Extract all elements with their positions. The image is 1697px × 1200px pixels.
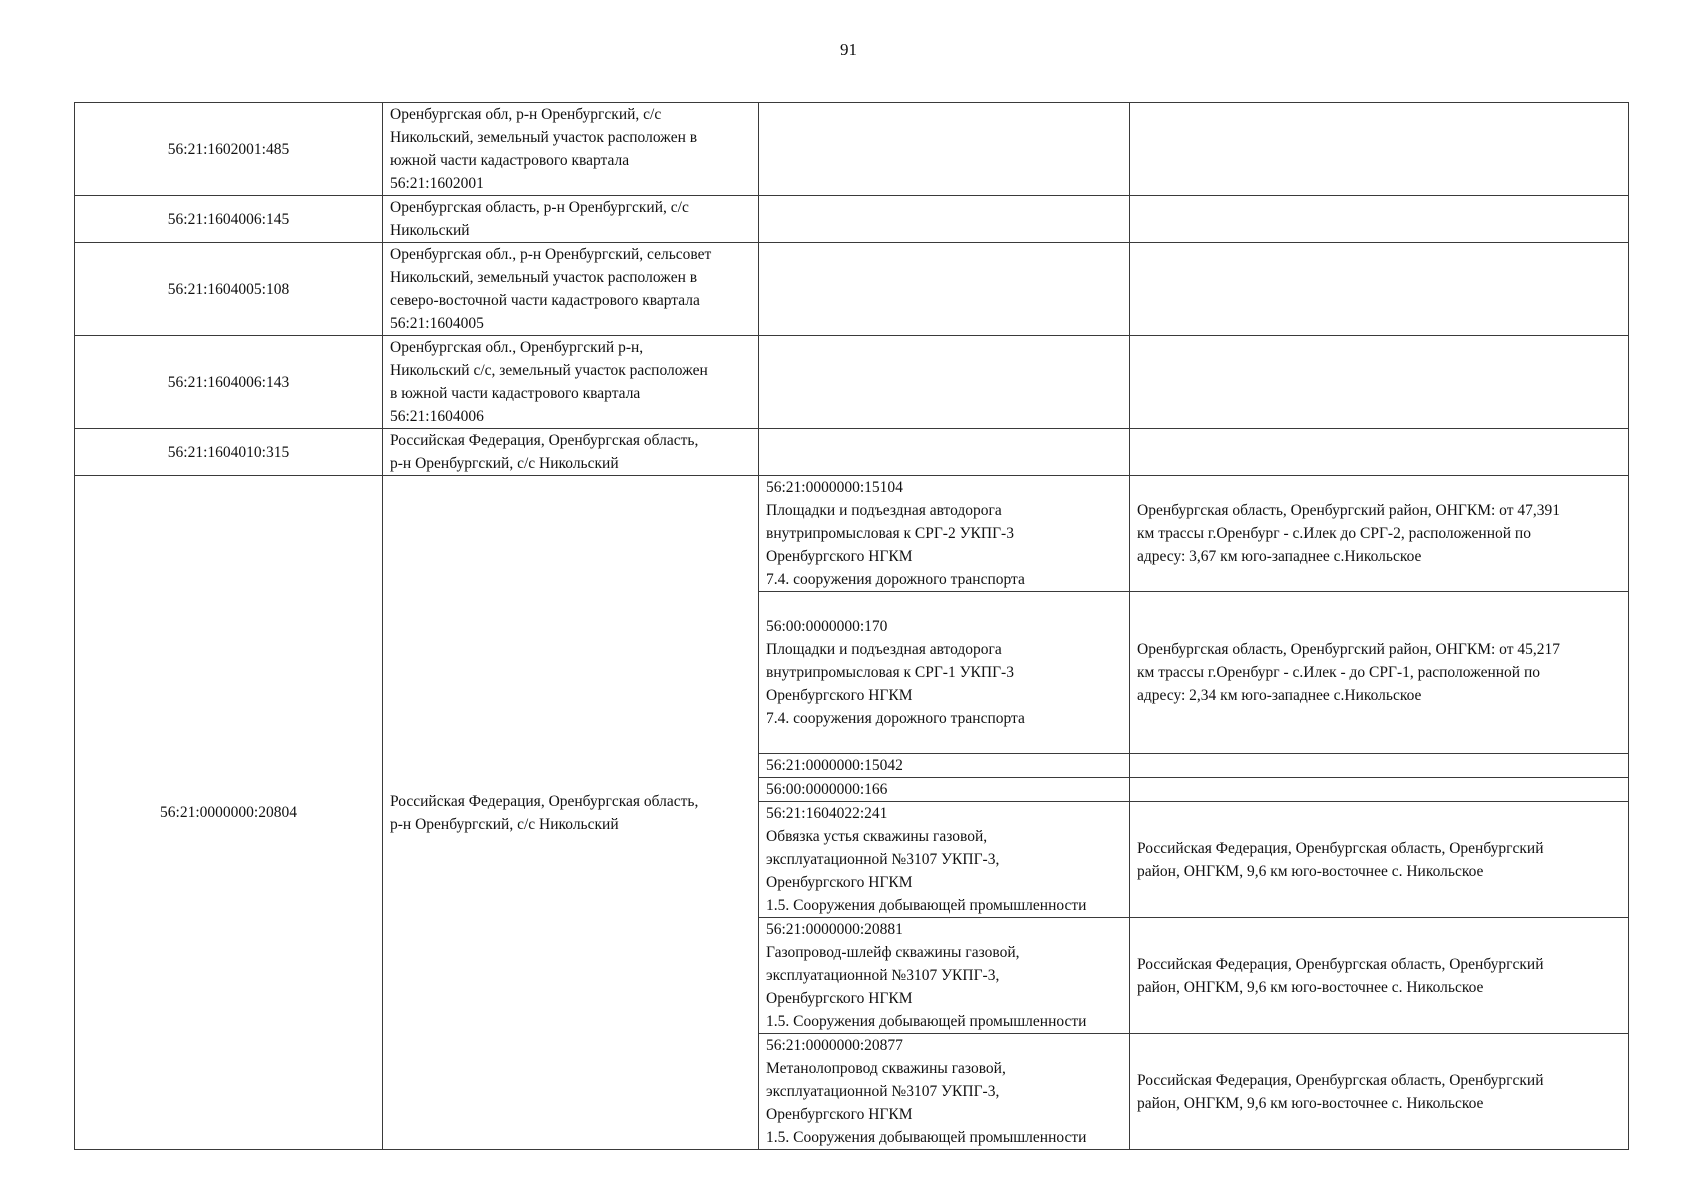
object-description-cell: [759, 918, 1130, 1034]
address-cell-line: Никольский, земельный участок расположен в: [390, 269, 698, 286]
object-address-cell-line: район, ОНГКМ, 9,6 км юго-восточнее с. Никольское: [1137, 1094, 1484, 1112]
object-description-cell-line: 56:21:1604022:241: [766, 805, 888, 822]
table-row: [75, 429, 1629, 476]
object-address-cell: [1130, 778, 1629, 802]
object-address-cell: [1130, 592, 1629, 754]
object-address-cell: [1130, 243, 1629, 336]
address-cell-line: Никольский: [390, 222, 470, 239]
object-description-cell-line: Обвязка устья скважины газовой,: [766, 828, 988, 845]
address-cell: [383, 476, 759, 1150]
object-address-cell-line: км трассы г.Оренбург - с.Илек до СРГ-2, расположенной по: [1137, 525, 1531, 542]
address-cell-line: р-н Оренбургский, с/с Никольский: [390, 455, 619, 472]
object-address-cell-line: Оренбургская область, Оренбургский район, ОНГКМ: от 45,217: [1137, 641, 1561, 658]
object-description-cell: [759, 754, 1130, 778]
object-description-cell-line: 56:00:0000000:170: [766, 618, 888, 635]
page-number: 91: [840, 40, 857, 59]
object-description-cell-line: 1.5. Сооружения добывающей промышленности: [766, 1129, 1087, 1146]
cadastral-number-cell: 56:21:0000000:20804: [75, 476, 383, 1150]
object-description-cell-line: [766, 730, 1122, 753]
address-cell-line: Оренбургская обл., р-н Оренбургский, сельсовет: [390, 246, 712, 263]
object-description-cell-line: 7.4. сооружения дорожного транспорта: [766, 710, 1025, 727]
object-description-cell: [759, 592, 1130, 754]
object-description-cell-line: 1.5. Сооружения добывающей промышленности: [766, 1013, 1087, 1030]
object-description-cell: [759, 103, 1130, 196]
object-description-cell-line: внутрипромысловая к СРГ-2 УКПГ-3: [766, 525, 1014, 542]
object-description-cell: [759, 1034, 1130, 1150]
object-description-cell-line: внутрипромысловая к СРГ-1 УКПГ-3: [766, 664, 1014, 681]
object-description-cell-line: [766, 592, 1122, 615]
address-cell-line: 56:21:1604006: [390, 408, 484, 425]
cadastral-number-cell: 56:21:1604010:315: [75, 429, 383, 476]
object-address-cell-line: км трассы г.Оренбург - с.Илек - до СРГ-1, расположенной по: [1137, 664, 1541, 681]
object-description-cell-line: Площадки и подъездная автодорога: [766, 641, 1002, 658]
object-address-cell: [1130, 196, 1629, 243]
object-description-cell-line: 56:00:0000000:166: [766, 781, 888, 798]
object-description-cell-line: Оренбургского НГКМ: [766, 990, 913, 1007]
address-cell: [383, 103, 759, 196]
object-description-cell-line: эксплуатационной №3107 УКПГ-3,: [766, 1083, 1000, 1100]
object-description-cell-line: 56:21:0000000:15104: [766, 479, 903, 496]
object-address-cell: [1130, 429, 1629, 476]
cadastral-number-cell: 56:21:1604006:145: [75, 196, 383, 243]
address-cell: [383, 196, 759, 243]
object-description-cell-line: 7.4. сооружения дорожного транспорта: [766, 571, 1025, 588]
object-address-cell-line: Российская Федерация, Оренбургская область, Оренбургский: [1137, 839, 1544, 857]
object-description-cell-line: Оренбургского НГКМ: [766, 874, 913, 891]
address-cell-line: Российская Федерация, Оренбургская область,: [390, 432, 699, 449]
object-address-cell-line: район, ОНГКМ, 9,6 км юго-восточнее с. Никольское: [1137, 978, 1484, 996]
cadastral-number-cell: 56:21:1604005:108: [75, 243, 383, 336]
object-description-cell: [759, 243, 1130, 336]
object-description-cell-line: Площадки и подъездная автодорога: [766, 502, 1002, 519]
object-address-cell: [1130, 754, 1629, 778]
object-description-cell: [759, 778, 1130, 802]
address-cell-line: Никольский, земельный участок расположен в: [390, 129, 698, 146]
address-cell-line: южной части кадастрового квартала: [390, 152, 630, 169]
land-register-table: [74, 102, 1629, 1150]
address-cell: [383, 336, 759, 429]
cadastral-number-cell: 56:21:1602001:485: [75, 103, 383, 196]
object-description-cell: [759, 429, 1130, 476]
object-address-cell-line: Российская Федерация, Оренбургская область, Оренбургский: [1137, 955, 1544, 973]
object-description-cell: [759, 336, 1130, 429]
table-row: [75, 103, 1629, 196]
address-cell: [383, 243, 759, 336]
address-cell-line: Оренбургская обл., Оренбургский р-н,: [390, 339, 644, 356]
table-row: [75, 243, 1629, 336]
object-address-cell: [1130, 1034, 1629, 1150]
address-cell-line: северо-восточной части кадастрового квартала: [390, 292, 700, 309]
object-description-cell-line: Оренбургского НГКМ: [766, 687, 913, 704]
address-cell-line: Оренбургская обл, р-н Оренбургский, с/с: [390, 106, 662, 123]
object-description-cell-line: 56:21:0000000:20877: [766, 1037, 903, 1054]
cadastral-number-cell: 56:21:1604006:143: [75, 336, 383, 429]
address-cell-line: Российская Федерация, Оренбургская область,: [390, 792, 699, 810]
object-description-cell: [759, 476, 1130, 592]
object-address-cell: [1130, 476, 1629, 592]
object-description-cell-line: эксплуатационной №3107 УКПГ-3,: [766, 967, 1000, 984]
address-cell-line: р-н Оренбургский, с/с Никольский: [390, 815, 619, 833]
table-row: [75, 476, 1629, 592]
object-address-cell-line: адресу: 3,67 км юго-западнее с.Никольское: [1137, 548, 1422, 565]
address-cell-line: 56:21:1604005: [390, 315, 484, 332]
object-description-cell: [759, 802, 1130, 918]
object-address-cell-line: район, ОНГКМ, 9,6 км юго-восточнее с. Никольское: [1137, 862, 1484, 880]
object-description-cell-line: Оренбургского НГКМ: [766, 548, 913, 565]
object-address-cell-line: Российская Федерация, Оренбургская область, Оренбургский: [1137, 1071, 1544, 1089]
object-description-cell-line: Метанолопровод скважины газовой,: [766, 1060, 1006, 1077]
object-address-cell: [1130, 802, 1629, 918]
address-cell-line: в южной части кадастрового квартала: [390, 385, 641, 402]
object-address-cell: [1130, 103, 1629, 196]
object-address-cell: [1130, 918, 1629, 1034]
object-description-cell: [759, 196, 1130, 243]
address-cell-line: Оренбургская область, р-н Оренбургский, с/с: [390, 199, 689, 216]
address-cell: [383, 429, 759, 476]
address-cell-line: 56:21:1602001: [390, 175, 484, 192]
object-description-cell-line: 56:21:0000000:15042: [766, 757, 903, 774]
address-cell-line: Никольский с/с, земельный участок расположен: [390, 362, 708, 379]
object-description-cell-line: Газопровод-шлейф скважины газовой,: [766, 944, 1020, 961]
table-row: [75, 196, 1629, 243]
object-description-cell-line: 56:21:0000000:20881: [766, 921, 903, 938]
table-row: [75, 336, 1629, 429]
object-description-cell-line: 1.5. Сооружения добывающей промышленности: [766, 897, 1087, 914]
object-address-cell-line: адресу: 2,34 км юго-западнее с.Никольское: [1137, 687, 1422, 704]
object-description-cell-line: Оренбургского НГКМ: [766, 1106, 913, 1123]
object-description-cell-line: эксплуатационной №3107 УКПГ-3,: [766, 851, 1000, 868]
object-address-cell: [1130, 336, 1629, 429]
table-body: [75, 103, 1629, 1150]
object-address-cell-line: Оренбургская область, Оренбургский район, ОНГКМ: от 47,391: [1137, 502, 1561, 519]
